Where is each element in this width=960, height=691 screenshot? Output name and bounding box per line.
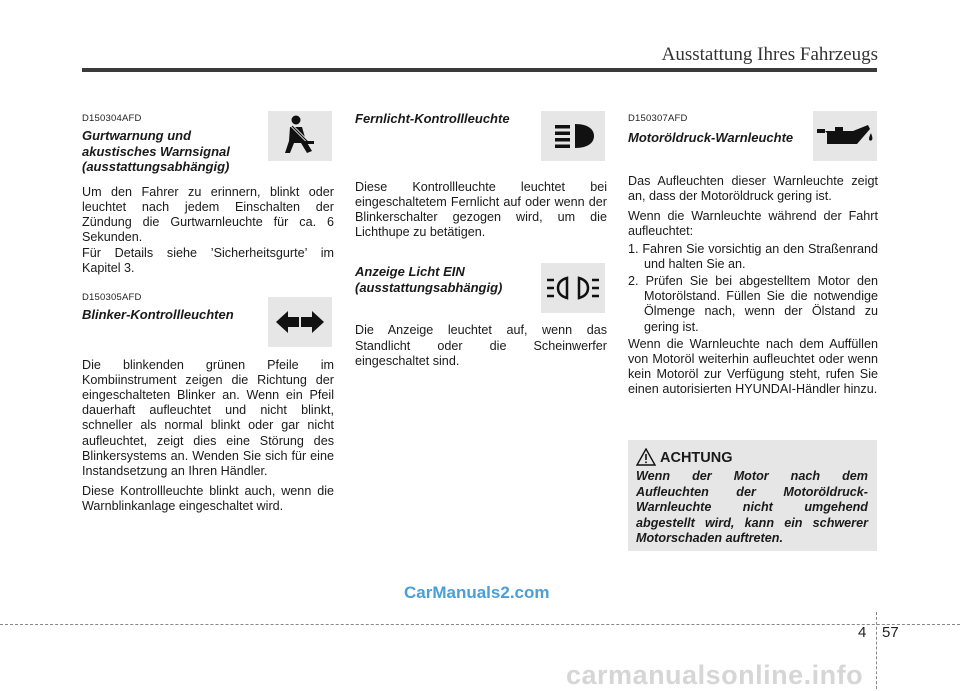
light-on-icon <box>541 263 605 313</box>
warning-triangle-icon <box>636 448 656 466</box>
section-title-light-on: Anzeige Licht EIN (ausstattungsabhängig) <box>355 264 503 295</box>
paragraph: Die Anzeige leuchtet auf, wenn das Standlicht oder die Scheinwerfer eingeschaltet sind. <box>355 323 607 368</box>
paragraph: Wenn die Warnleuchte während der Fahrt aufleuchtet: <box>628 209 878 239</box>
running-header-title: Ausstattung Ihres Fahrzeugs <box>661 44 878 65</box>
paragraph: Diese Kontrollleuchte blinkt auch, wenn die Warnblinkanlage eingeschaltet wird. <box>82 484 334 514</box>
paragraph: Für Details siehe ’Sicherheitsgurte’ im Kapitel 3. <box>82 245 334 275</box>
footer-divider <box>876 612 877 689</box>
warning-title: ACHTUNG <box>660 450 733 466</box>
watermark-link[interactable]: CarManuals2.com <box>404 583 550 602</box>
section-code: D150304AFD <box>82 113 142 124</box>
seatbelt-warning-icon <box>268 111 332 161</box>
section-title-high-beam: Fernlicht-Kontrollleuchte <box>355 111 510 126</box>
page-number: 57 <box>882 624 899 641</box>
turn-signal-arrows-icon <box>268 297 332 347</box>
warning-box <box>628 440 877 551</box>
paragraph: Diese Kontrollleuchte leuchtet bei eingeschaltetem Fernlicht auf oder wenn der Blinkerschalter gezogen wird, um die Lichthupe zu betätigen. <box>355 179 607 240</box>
list-item: 1. Fahren Sie vorsichtig an den Straßenrand und halten Sie an. <box>628 241 878 271</box>
paragraph: Um den Fahrer zu erinnern, blinkt oder leuchtet nach jedem Einschalten der Zündung die Gurtwarnleuchte für ca. 6 Sekunden. <box>82 184 334 245</box>
list-item: 2. Prüfen Sie bei abgestelltem Motor den Motorölstand. Füllen Sie die notwendige Ölmenge nach, wenn der Ölstand zu gering ist. <box>628 273 878 334</box>
paragraph: Das Aufleuchten dieser Warnleuchte zeigt an, dass der Motoröldruck gering ist. <box>628 173 878 203</box>
section-title-seatbelt: Gurtwarnung und akustisches Warnsignal (ausstattungsabhängig) <box>82 128 230 175</box>
chapter-number: 4 <box>858 624 867 641</box>
site-watermark: carmanualsonline.info <box>566 660 864 690</box>
paragraph: Die blinkenden grünen Pfeile im Kombiinstrument zeigen die Richtung der eingeschalteten Blinker an. Wenn ein Pfeil dauerhaft aufleuchtet und nicht blinkt, schneller als normal blinkt oder gar nicht aufleuchtet, zeigt dies eine Störung des Blinkersystems an. Wenden Sie sich für eine Instandsetzung an Ihren Händler. <box>82 357 334 479</box>
section-code: D150305AFD <box>82 291 142 303</box>
section-title-oil-pressure: Motoröldruck-Warnleuchte <box>628 130 794 146</box>
warning-text: Wenn der Motor nach dem Aufleuchten der Motoröldruck-Warnleuchte nicht umgehend abgestellt wird, kann ein schwerer Motorschaden auftreten. <box>636 469 868 545</box>
paragraph: Wenn die Warnleuchte nach dem Auffüllen von Motoröl weiterhin aufleuchtet oder wenn kein Motoröl zur Verfügung steht, rufen Sie einen autorisierten HYUNDAI-Händler hinzu. <box>628 336 878 397</box>
header-rule <box>82 68 877 72</box>
section-code: D150307AFD <box>628 113 688 124</box>
high-beam-icon <box>541 111 605 161</box>
oil-pressure-icon <box>813 111 877 161</box>
footer-rule <box>0 624 960 625</box>
section-title-turn-signal: Blinker-Kontrollleuchten <box>82 307 234 323</box>
